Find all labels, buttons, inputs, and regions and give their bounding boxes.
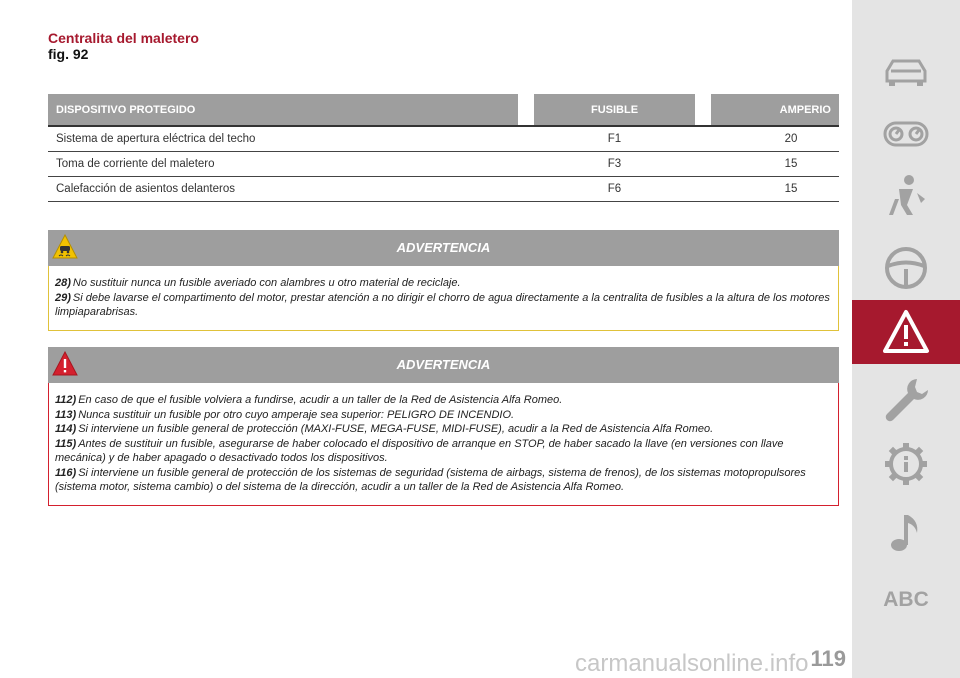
warning-header [48, 230, 839, 266]
table-row [48, 177, 839, 202]
chapter-sidebar [852, 0, 960, 678]
fuse-cell: F3 [534, 152, 695, 177]
sidebar-item-emergency[interactable] [852, 300, 960, 364]
device-cell: Toma de corriente del maletero [48, 152, 518, 177]
table-row [48, 152, 839, 177]
sidebar-item-driving[interactable] [852, 236, 960, 300]
dashboard-icon [881, 109, 931, 159]
header-device: DISPOSITIVO PROTEGIDO [48, 94, 518, 126]
warning-item: 114) Si interviene un fusible general de protección (MAXI-FUSE, MEGA-FUSE, MIDI-FUSE), acudir a la Red de Asistencia Alfa Romeo. [55, 423, 714, 435]
sidebar-item-safety[interactable] [852, 164, 960, 228]
watermark: carmanualsonline.info [575, 650, 809, 677]
amp-cell: 15 [711, 152, 839, 177]
header-amp: AMPERIO [711, 94, 839, 126]
warning-body [48, 266, 839, 331]
car-icon [881, 47, 931, 97]
fuse-cell: F6 [534, 177, 695, 202]
section-title: Centralita del maletero [48, 30, 199, 46]
warning-title: ADVERTENCIA [396, 240, 491, 255]
sidebar-item-index[interactable] [852, 568, 960, 632]
steering-wheel-icon [881, 243, 931, 293]
warning-box-red [48, 347, 839, 506]
warning-title: ADVERTENCIA [396, 357, 491, 372]
device-cell: Calefacción de asientos delanteros [48, 177, 518, 202]
amp-cell: 20 [711, 126, 839, 152]
warning-item: 28) No sustituir nunca un fusible averiado con alambres u otro material de reciclaje. [55, 277, 461, 289]
table-row [48, 126, 839, 152]
fuse-table [48, 94, 839, 202]
sidebar-item-technical-data[interactable] [852, 432, 960, 496]
warning-item: 115) Antes de sustituir un fusible, asegurarse de haber colocado el dispositivo de arranque en STOP, de haber sacado la llave (en versiones con llave mecánica) y de haber apagado o desactivado todos los dispositivos. [55, 437, 784, 464]
sidebar-item-dashboard[interactable] [852, 102, 960, 166]
danger-triangle-icon [52, 351, 78, 377]
warning-triangle-icon [881, 307, 931, 357]
sidebar-item-vehicle[interactable] [852, 40, 960, 104]
section-heading [48, 30, 199, 62]
warning-body [48, 383, 839, 506]
skid-car-warning-icon [52, 234, 78, 260]
gear-info-icon [881, 439, 931, 489]
fuse-cell: F1 [534, 126, 695, 152]
seatbelt-passenger-icon [881, 171, 931, 221]
figure-reference: fig. 92 [48, 46, 89, 62]
sidebar-item-multimedia[interactable] [852, 500, 960, 564]
warning-header [48, 347, 839, 383]
index-label: ABC [883, 588, 929, 611]
warning-item: 112) En caso de que el fusible volviera a fundirse, acudir a un taller de la Red de Asistencia Alfa Romeo. [55, 394, 563, 406]
warning-item: 29) Si debe lavarse el compartimento del motor, prestar atención a no dirigir el chorro de agua directamente a la centralita de fusibles a la altura de los motores limpiaparabrisas. [55, 291, 830, 318]
warning-item: 116) Si interviene un fusible general de protección de los sistemas de seguridad (sistema de airbags, sistema de frenos), de los sistemas motopropulsores (sistema motor, sistema cambio) o del sistema de la dirección, acudir a un taller de la Red de Asistencia Alfa Romeo. [55, 466, 806, 493]
header-fuse: FUSIBLE [534, 94, 695, 126]
warning-item: 113) Nunca sustituir un fusible por otro cuyo amperaje sea superior: PELIGRO DE INCENDIO. [55, 408, 515, 421]
page-number: 119 [810, 646, 846, 671]
music-note-icon [881, 507, 931, 557]
warning-box-yellow [48, 230, 839, 331]
amp-cell: 15 [711, 177, 839, 202]
wrench-icon [881, 375, 931, 425]
device-cell: Sistema de apertura eléctrica del techo [48, 126, 518, 152]
sidebar-item-maintenance[interactable] [852, 368, 960, 432]
table-header-row [48, 94, 839, 126]
